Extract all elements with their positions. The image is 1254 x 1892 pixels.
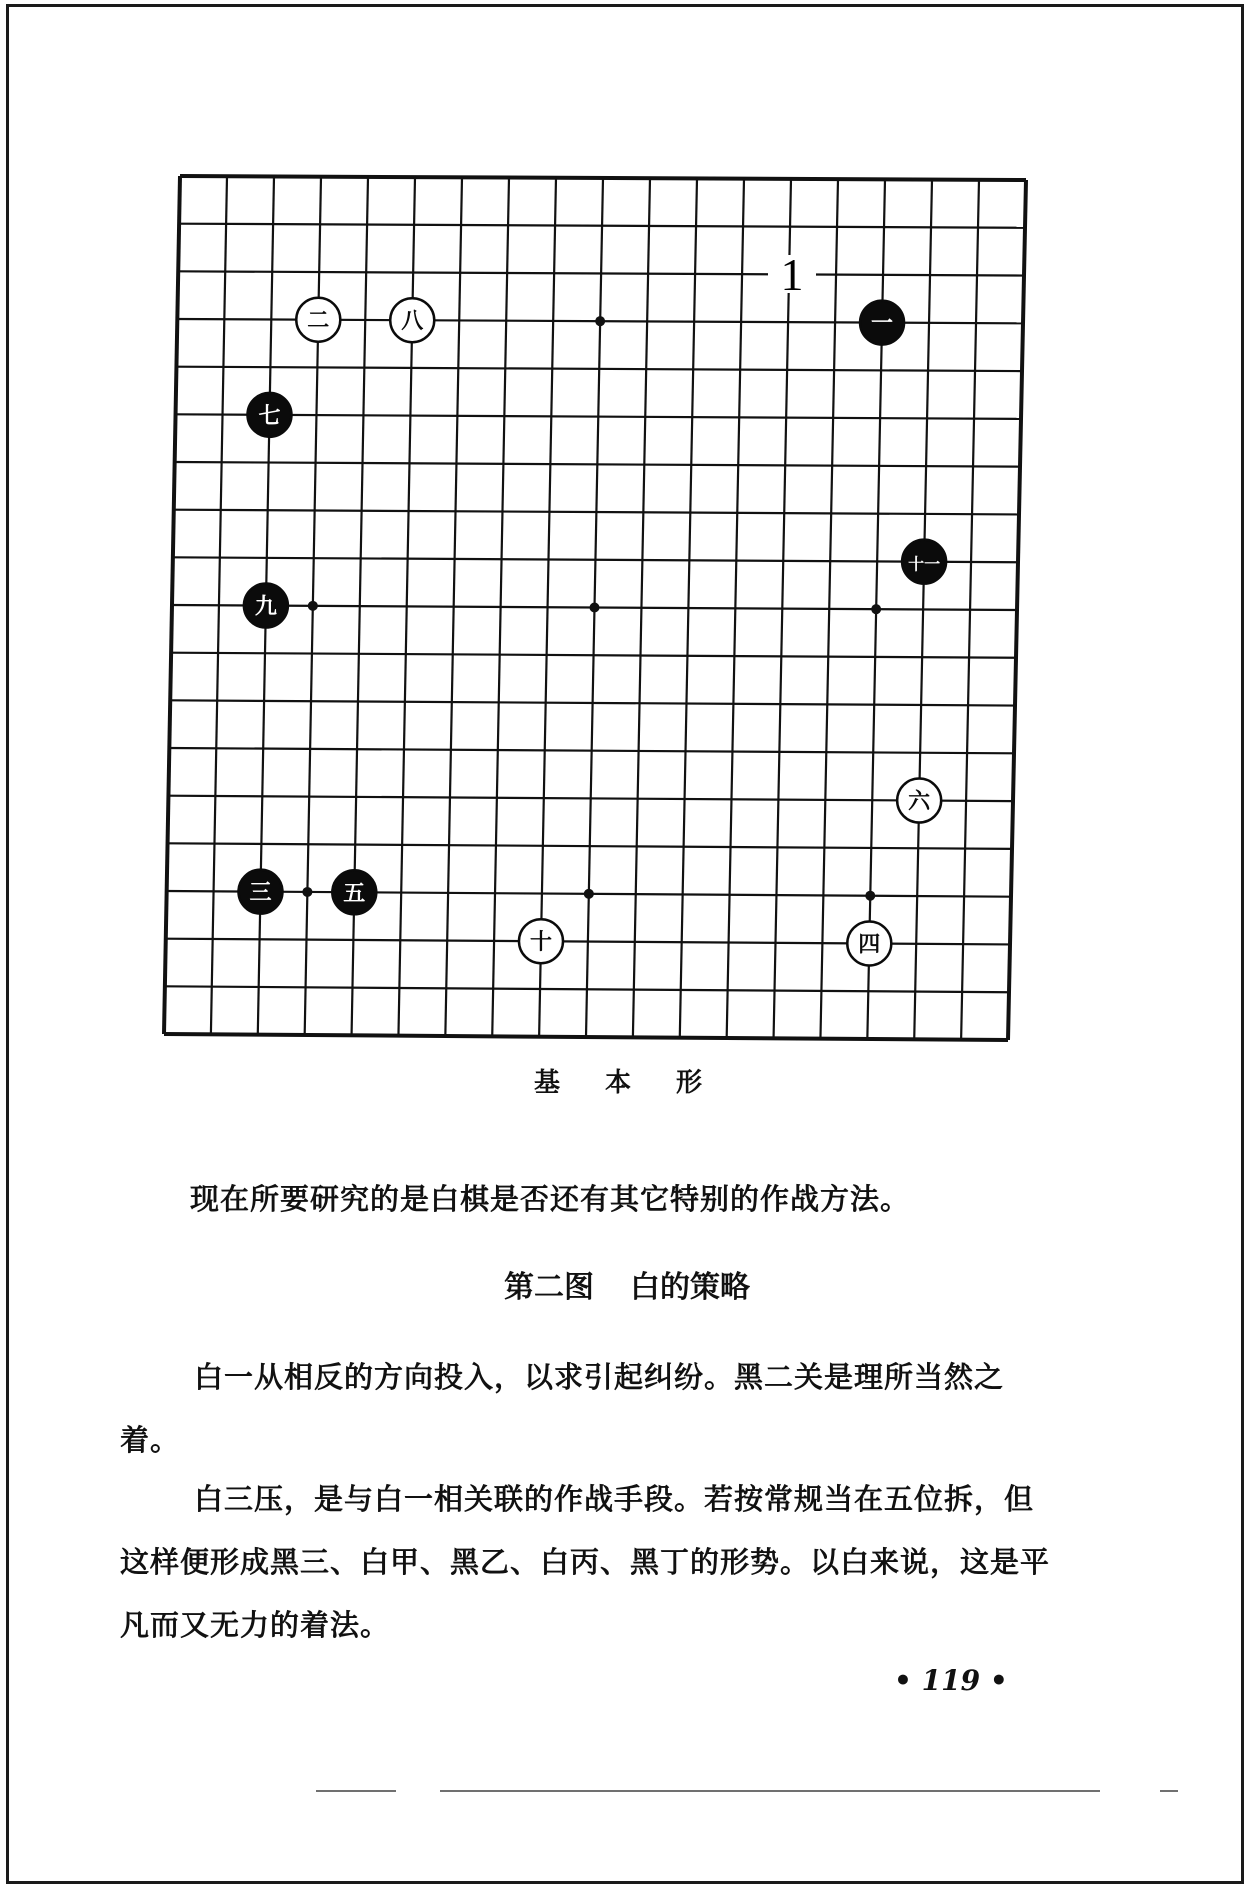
section-title: 白的策略 (630, 1270, 750, 1305)
star-point (590, 603, 600, 613)
white-stone (390, 298, 434, 342)
lead-paragraph: 现在所要研究的是白棋是否还有其它特别的作战方法。 (190, 1182, 911, 1216)
stone-label: 四 (858, 932, 881, 958)
section-heading (0, 1262, 1254, 1306)
paragraph: 白三压，是与白一相关联的作战手段。若按常规当在五位拆，但这样便形成黑三、白甲、黑乙、白丙、黑丁的形势。以白来说，这是平凡而又无力的着法。 (120, 1482, 1051, 1642)
star-point (302, 887, 312, 897)
scan-artifact-line (440, 1790, 1100, 1792)
black-stone (238, 870, 282, 914)
page-number: • 119 • (894, 1664, 1008, 1697)
scan-artifact-line (316, 1790, 396, 1792)
white-stone (296, 298, 340, 342)
white-stone (519, 919, 563, 963)
stone-label: 三 (249, 880, 272, 906)
stone-label: 十 (529, 930, 552, 956)
move-number-label: 1 (780, 249, 804, 300)
go-board (158, 168, 1036, 1048)
stone-label: 八 (401, 309, 424, 335)
white-stone (847, 921, 891, 965)
black-stone (244, 584, 288, 628)
black-stone (247, 393, 291, 437)
stones (238, 298, 946, 966)
stone-label: 五 (343, 881, 366, 907)
stone-label: 七 (258, 403, 281, 429)
black-stone (332, 870, 376, 914)
star-point (595, 316, 605, 326)
stone-label: 十一 (908, 554, 941, 574)
paragraph: 白一从相反的方向投入，以求引起纠纷。黑二关是理所当然之着。 (120, 1360, 1005, 1457)
star-point (871, 604, 881, 614)
black-stone (902, 540, 946, 584)
stone-label: 九 (254, 594, 277, 620)
white-stone (897, 779, 941, 823)
scan-artifact-line (1160, 1790, 1178, 1792)
star-point (865, 891, 875, 901)
stone-label: 一 (871, 311, 894, 337)
black-stone (860, 301, 904, 345)
star-point (308, 601, 318, 611)
figure-number: 第二图 (504, 1270, 594, 1305)
stone-label: 六 (908, 789, 931, 815)
move-label (768, 249, 816, 300)
figure-caption: 基 本 形 (533, 1068, 721, 1098)
star-point (584, 889, 594, 899)
stone-label: 二 (307, 308, 330, 334)
